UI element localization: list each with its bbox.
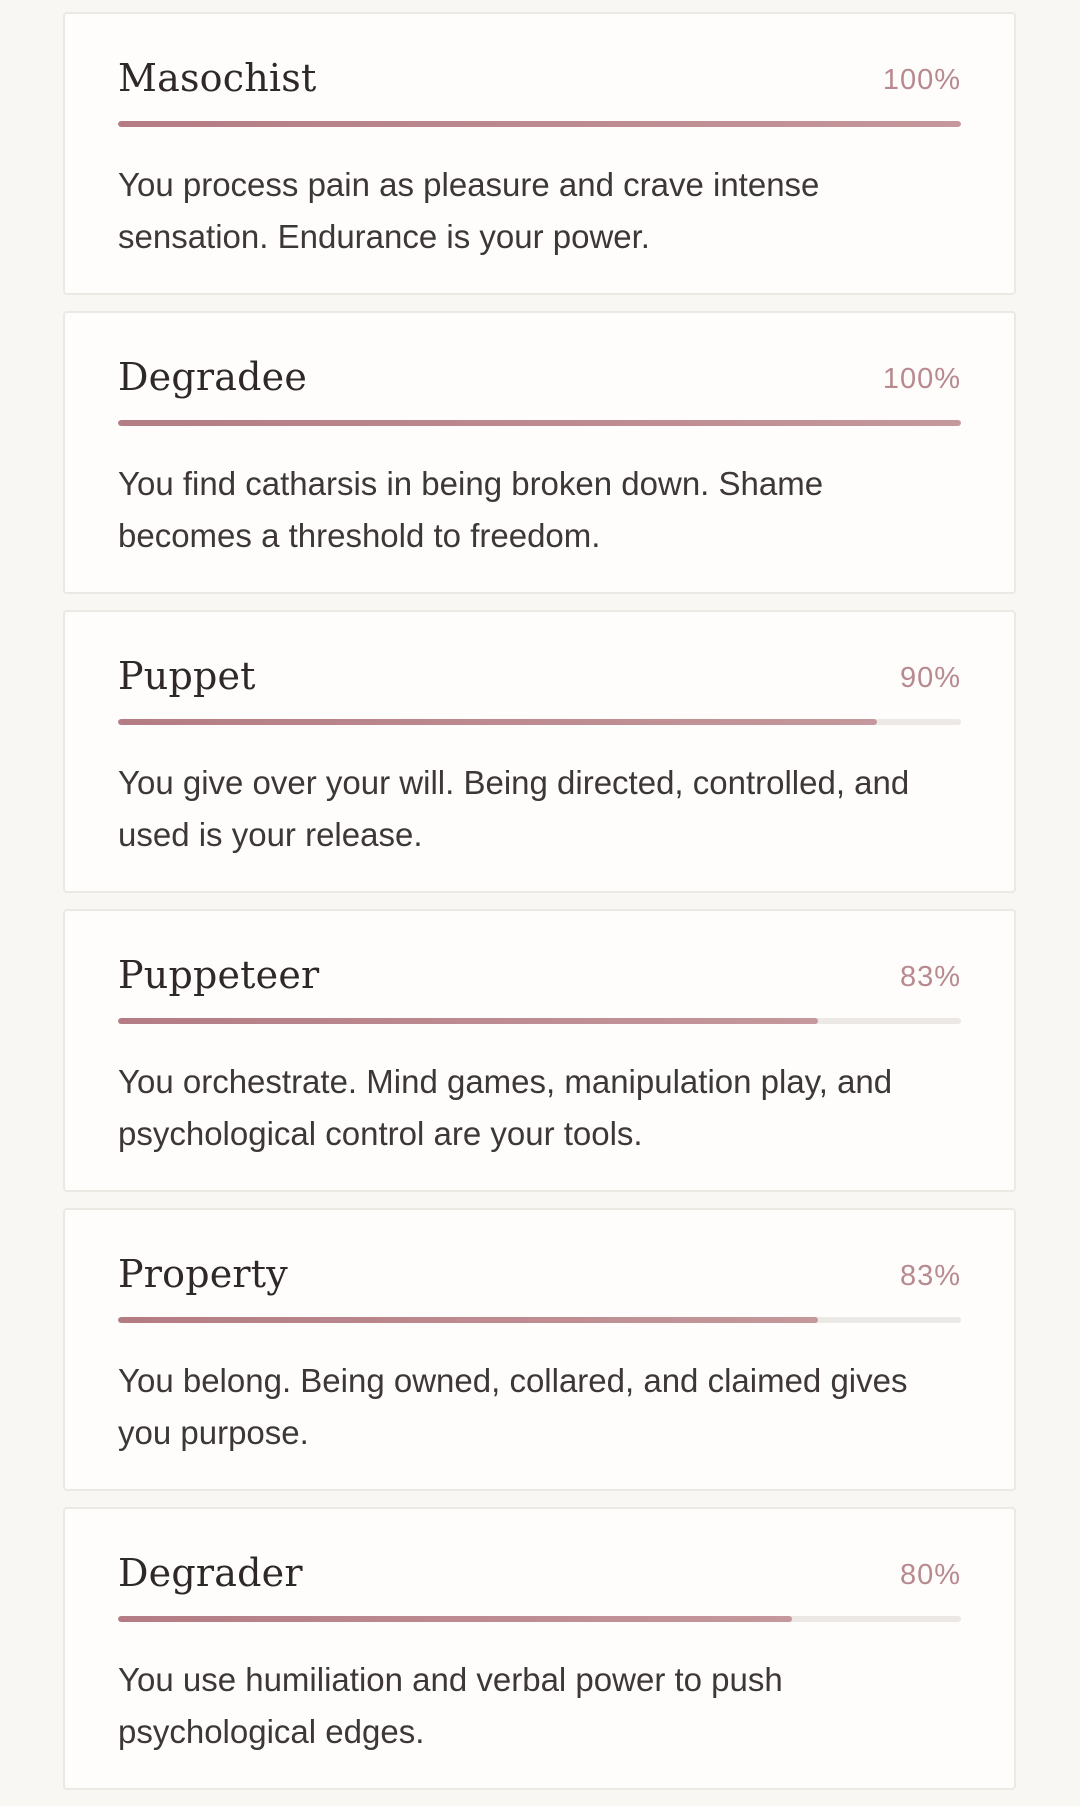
result-title: Degrader: [118, 1551, 303, 1595]
result-description: You find catharsis in being broken down. Shame becomes a threshold to freedom.: [118, 465, 824, 554]
result-title: Masochist: [118, 56, 317, 100]
progress-bar-track: [118, 1317, 961, 1323]
result-description: You orchestrate. Mind games, manipulation play, and psychological control are your tools.: [118, 1063, 893, 1152]
progress-bar-fill: [118, 420, 961, 426]
result-card: [63, 909, 1016, 1192]
progress-bar-track: [118, 1018, 961, 1024]
progress-bar-fill: [118, 1616, 792, 1622]
result-card: [63, 311, 1016, 594]
result-percent: 100%: [882, 64, 961, 96]
result-description: You use humiliation and verbal power to push psychological edges.: [118, 1661, 783, 1750]
result-title: Degradee: [118, 355, 308, 399]
result-card: [63, 12, 1016, 295]
result-percent: 90%: [899, 662, 961, 694]
progress-bar-track: [118, 420, 961, 426]
result-card-header: [118, 1250, 961, 1298]
progress-bar-track: [118, 121, 961, 127]
result-card-header: [118, 652, 961, 700]
result-description: You process pain as pleasure and crave intense sensation. Endurance is your power.: [118, 166, 820, 255]
result-card-header: [118, 54, 961, 102]
result-card: [63, 1208, 1016, 1491]
progress-bar-track: [118, 719, 961, 725]
result-percent: 83%: [899, 961, 961, 993]
progress-bar-fill: [118, 719, 877, 725]
result-percent: 83%: [899, 1260, 961, 1292]
progress-bar-fill: [118, 1018, 818, 1024]
result-card: [63, 610, 1016, 893]
result-percent: 80%: [899, 1559, 961, 1591]
result-card-header: [118, 1549, 961, 1597]
result-description: You belong. Being owned, collared, and claimed gives you purpose.: [118, 1362, 908, 1451]
progress-bar-fill: [118, 121, 961, 127]
progress-bar-track: [118, 1616, 961, 1622]
result-card-header: [118, 951, 961, 999]
result-description: You give over your will. Being directed, controlled, and used is your release.: [118, 764, 910, 853]
results-list: [63, 12, 1016, 1806]
result-title: Puppet: [118, 654, 256, 698]
result-title: Puppeteer: [118, 953, 320, 997]
result-percent: 100%: [882, 363, 961, 395]
result-card-header: [118, 353, 961, 401]
result-title: Property: [118, 1252, 288, 1296]
progress-bar-fill: [118, 1317, 818, 1323]
result-card: [63, 1507, 1016, 1790]
